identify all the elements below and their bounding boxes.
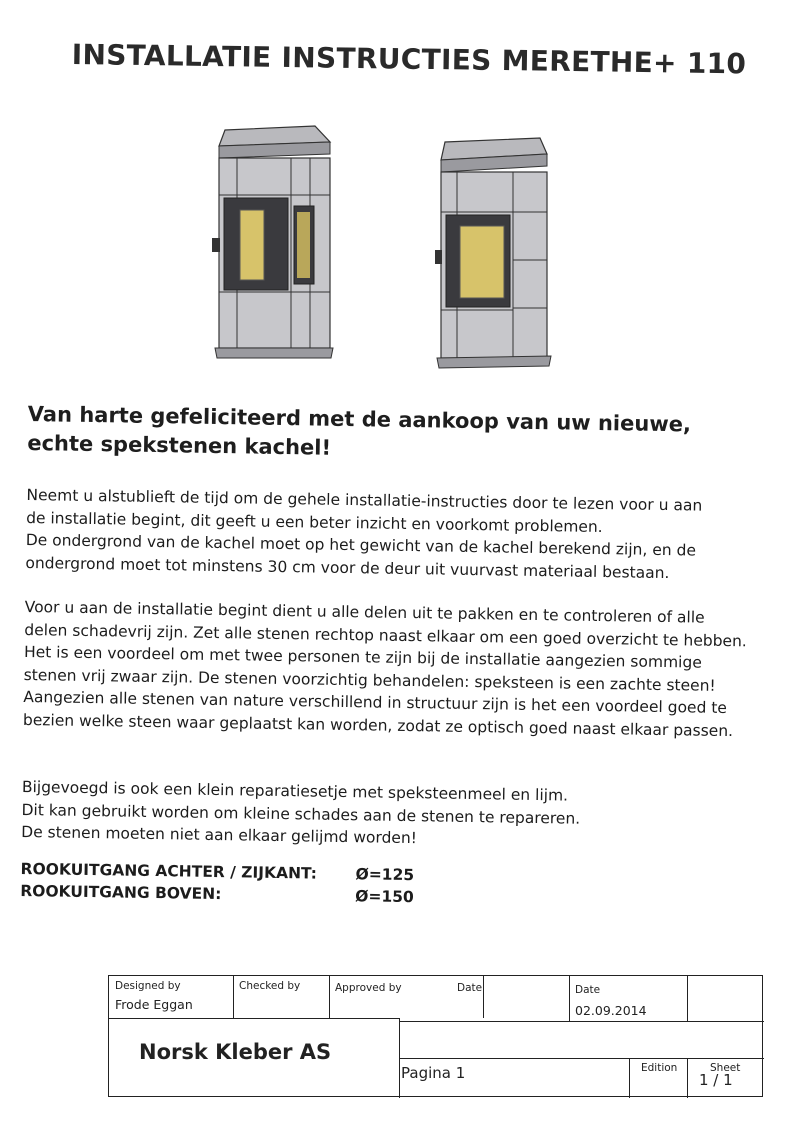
date-value: 02.09.2014 — [575, 1003, 647, 1018]
flue-diameter: Ø=150 — [355, 886, 414, 906]
company-name: Norsk Kleber AS — [139, 1040, 332, 1064]
page-number: Pagina 1 — [401, 1064, 466, 1082]
sheet-label: Sheet — [710, 1062, 741, 1074]
text-line: ondergrond moet tot minstens 30 cm voor de deur uit vuurvast materiaal bestaan. — [25, 553, 670, 582]
text-line: Het is een voordeel om met twee personen te zijn bij de installatie aangezien sommige — [23, 642, 702, 672]
text-line: De ondergrond van de kachel moet op het gewicht van de kachel berekend zijn, en de — [25, 530, 697, 560]
intro-content — [20, 400, 788, 913]
repair-kit-paragraph — [21, 776, 782, 855]
text-line: bezien welke steen waar geplaatst kan worden, zodat ze optisch goed naast elkaar passen. — [22, 710, 734, 740]
text-line: Voor u aan de installatie begint dient u alle delen uit te pakken en te controleren of alle — [24, 597, 705, 627]
text-line: Bijgevoegd is ook een klein reparatiesetje met speksteenmeel en lijm. — [21, 777, 569, 805]
text-line: De stenen moeten niet aan elkaar gelijmd worden! — [21, 822, 418, 848]
text-line: Dit kan gebruikt worden om kleine schades aan de stenen te repareren. — [21, 800, 581, 828]
date-label: Date — [575, 984, 601, 996]
flue-diameter: Ø=125 — [355, 864, 415, 884]
title-block — [108, 975, 763, 1097]
text-line: de installatie begint, dit geeft u een beter inzicht en voorkomt problemen. — [26, 508, 603, 536]
flue-specifications — [20, 857, 781, 913]
heading-line: Van harte gefeliciteerd met de aankoop van uw nieuwe, — [27, 401, 692, 437]
intro-paragraph — [25, 484, 786, 586]
approval-date-label: Date — [457, 982, 483, 994]
sheet-number: 1 / 1 — [699, 1071, 733, 1089]
page-title: INSTALLATIE INSTRUCTIES MERETHE+ 110 — [71, 38, 747, 81]
stove-side-window-illustration — [212, 126, 333, 358]
congratulations-heading — [27, 400, 788, 470]
flue-label: ROOKUITGANG ACHTER / ZIJKANT: — [20, 859, 318, 883]
designed-by-value: Frode Eggan — [115, 997, 193, 1012]
text-line: Aangezien alle stenen van nature verschillend in structuur zijn is het een voordeel goed te — [23, 687, 728, 718]
text-line: delen schadevrij zijn. Zet alle stenen rechtop naast elkaar om een goed overzicht te hebben. — [24, 620, 747, 650]
checked-by-label: Checked by — [239, 980, 301, 992]
preparation-paragraph — [23, 596, 785, 743]
stove-illustrations — [195, 120, 575, 380]
edition-label: Edition — [641, 1062, 678, 1074]
approved-by-label: Approved by — [335, 982, 402, 994]
text-line: stenen vrij zwaar zijn. De stenen voorzichtig behandelen: speksteen is een zachte steen! — [23, 665, 716, 695]
stove-front-window-illustration — [435, 138, 551, 368]
heading-line: echte spekstenen kachel! — [27, 430, 332, 460]
flue-label: ROOKUITGANG BOVEN: — [20, 881, 222, 903]
text-line: Neemt u alstublieft de tijd om de gehele installatie-instructies door te lezen voor u aan — [26, 485, 703, 515]
designed-by-label: Designed by — [115, 980, 181, 992]
